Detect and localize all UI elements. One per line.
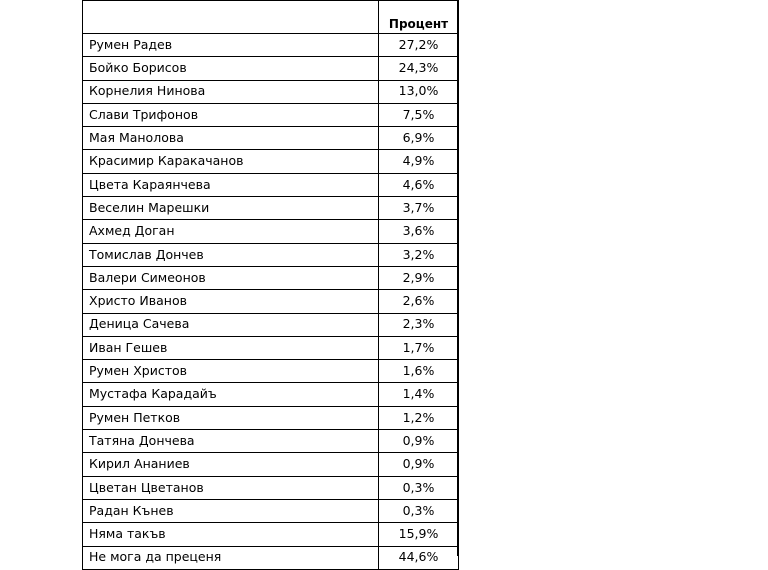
row-name-cell: Ахмед Доган bbox=[83, 220, 379, 243]
row-name-cell: Мустафа Карадайъ bbox=[83, 383, 379, 406]
header-name-cell bbox=[83, 1, 379, 34]
row-percent-cell: 0,9% bbox=[379, 430, 459, 453]
table-row bbox=[83, 197, 459, 220]
table-row bbox=[83, 57, 459, 80]
row-percent-cell: 2,9% bbox=[379, 266, 459, 289]
table-row bbox=[83, 173, 459, 196]
row-name-cell: Красимир Каракачанов bbox=[83, 150, 379, 173]
row-percent-cell: 4,6% bbox=[379, 173, 459, 196]
row-name-cell: Бойко Борисов bbox=[83, 57, 379, 80]
table-row bbox=[83, 360, 459, 383]
table-header-row bbox=[83, 1, 459, 34]
results-table-container bbox=[82, 0, 458, 570]
row-name-cell: Радан Кънев bbox=[83, 499, 379, 522]
row-name-cell: Корнелия Нинова bbox=[83, 80, 379, 103]
row-name-cell: Христо Иванов bbox=[83, 290, 379, 313]
table-row bbox=[83, 499, 459, 522]
table-row bbox=[83, 523, 459, 546]
row-percent-cell: 2,6% bbox=[379, 290, 459, 313]
row-name-cell: Томислав Дончев bbox=[83, 243, 379, 266]
row-name-cell: Румен Христов bbox=[83, 360, 379, 383]
table-body bbox=[83, 34, 459, 570]
header-percent-cell: Процент bbox=[379, 1, 459, 34]
row-percent-cell: 2,3% bbox=[379, 313, 459, 336]
table-row bbox=[83, 453, 459, 476]
table-row bbox=[83, 336, 459, 359]
row-name-cell: Цветан Цветанов bbox=[83, 476, 379, 499]
row-percent-cell: 15,9% bbox=[379, 523, 459, 546]
row-percent-cell: 0,3% bbox=[379, 476, 459, 499]
table-row bbox=[83, 406, 459, 429]
row-name-cell: Румен Петков bbox=[83, 406, 379, 429]
row-percent-cell: 1,6% bbox=[379, 360, 459, 383]
row-name-cell: Мая Манолова bbox=[83, 127, 379, 150]
table-row bbox=[83, 430, 459, 453]
table-row bbox=[83, 546, 459, 569]
row-percent-cell: 27,2% bbox=[379, 34, 459, 57]
row-percent-cell: 4,9% bbox=[379, 150, 459, 173]
row-percent-cell: 44,6% bbox=[379, 546, 459, 569]
row-name-cell: Деница Сачева bbox=[83, 313, 379, 336]
table-row bbox=[83, 150, 459, 173]
row-percent-cell: 0,9% bbox=[379, 453, 459, 476]
row-percent-cell: 3,7% bbox=[379, 197, 459, 220]
results-table bbox=[82, 0, 459, 570]
row-percent-cell: 6,9% bbox=[379, 127, 459, 150]
row-name-cell: Няма такъв bbox=[83, 523, 379, 546]
table-row bbox=[83, 220, 459, 243]
table-row bbox=[83, 313, 459, 336]
row-name-cell: Не мога да преценя bbox=[83, 546, 379, 569]
row-percent-cell: 13,0% bbox=[379, 80, 459, 103]
table-row bbox=[83, 34, 459, 57]
row-percent-cell: 0,3% bbox=[379, 499, 459, 522]
table-row bbox=[83, 290, 459, 313]
table-row bbox=[83, 127, 459, 150]
table-row bbox=[83, 243, 459, 266]
row-percent-cell: 1,4% bbox=[379, 383, 459, 406]
table-row bbox=[83, 80, 459, 103]
row-percent-cell: 1,2% bbox=[379, 406, 459, 429]
row-percent-cell: 1,7% bbox=[379, 336, 459, 359]
row-name-cell: Иван Гешев bbox=[83, 336, 379, 359]
row-name-cell: Слави Трифонов bbox=[83, 103, 379, 126]
row-name-cell: Валери Симеонов bbox=[83, 266, 379, 289]
table-row bbox=[83, 103, 459, 126]
row-percent-cell: 7,5% bbox=[379, 103, 459, 126]
row-name-cell: Веселин Марешки bbox=[83, 197, 379, 220]
row-name-cell: Цвета Караянчева bbox=[83, 173, 379, 196]
row-percent-cell: 3,6% bbox=[379, 220, 459, 243]
row-name-cell: Татяна Дончева bbox=[83, 430, 379, 453]
table-row bbox=[83, 266, 459, 289]
table-row bbox=[83, 383, 459, 406]
table-row bbox=[83, 476, 459, 499]
row-percent-cell: 24,3% bbox=[379, 57, 459, 80]
row-name-cell: Румен Радев bbox=[83, 34, 379, 57]
row-percent-cell: 3,2% bbox=[379, 243, 459, 266]
row-name-cell: Кирил Ананиев bbox=[83, 453, 379, 476]
